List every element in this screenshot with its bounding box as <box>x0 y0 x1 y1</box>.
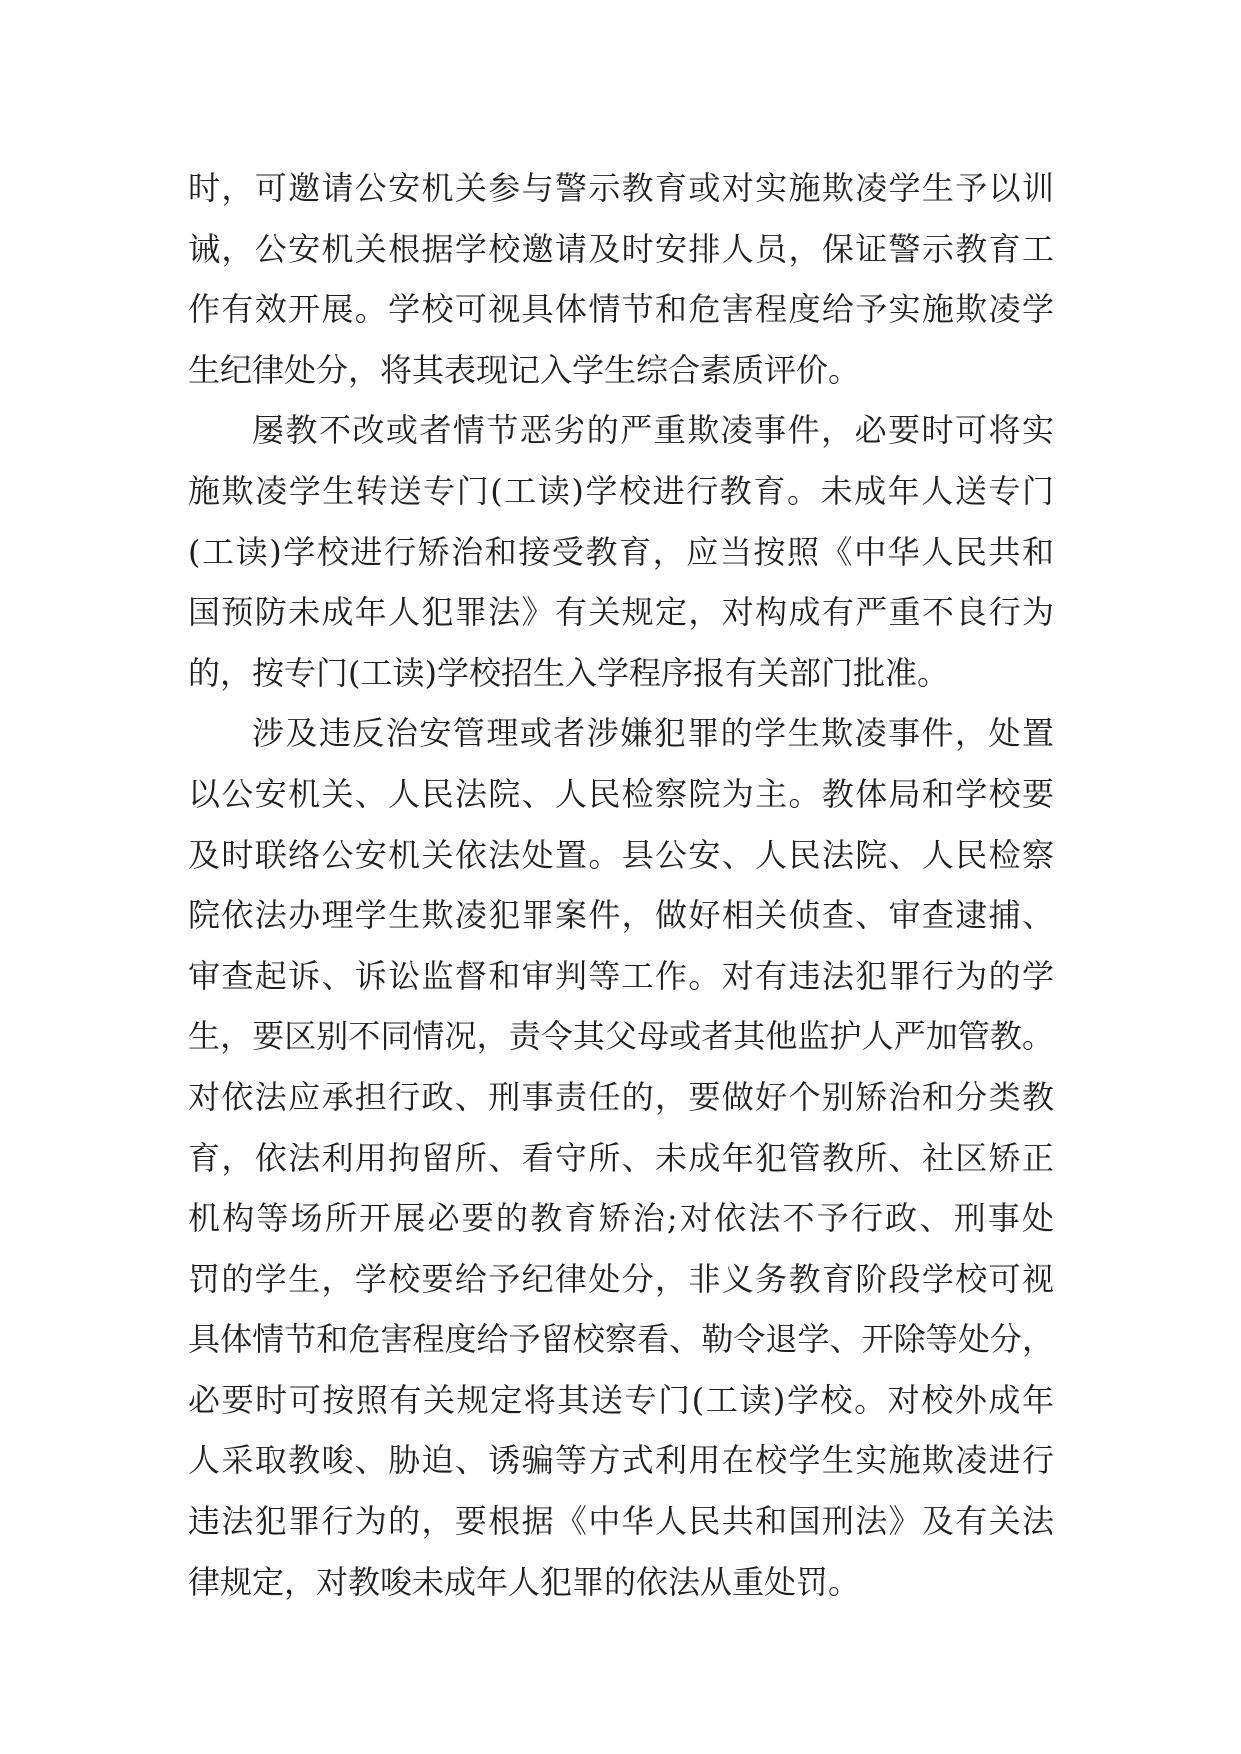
text-line: 违法犯罪行为的，要根据《中华人民共和国刑法》及有关法 <box>188 1502 1054 1541</box>
text-line: 及时联络公安机关依法处置。县公安、人民法院、人民检察 <box>188 835 1054 874</box>
text-line: 院依法办理学生欺凌犯罪案件，做好相关侦查、审查逮捕、 <box>188 896 1054 935</box>
text-line: 具体情节和危害程度给予留校察看、勒令退学、开除等处分， <box>188 1320 1054 1359</box>
document-body <box>188 158 1054 1612</box>
text-line: 审查起诉、诉讼监督和审判等工作。对有违法犯罪行为的学 <box>188 956 1054 995</box>
text-line: 诫，公安机关根据学校邀请及时安排人员，保证警示教育工 <box>188 229 1054 268</box>
text-line: 必要时可按照有关规定将其送专门(工读)学校。对校外成年 <box>188 1380 1054 1419</box>
paragraph-1 <box>188 158 1054 400</box>
text-line: 育，依法利用拘留所、看守所、未成年犯管教所、社区矫正 <box>188 1138 1054 1177</box>
text-line: 机构等场所开展必要的教育矫治;对依法不予行政、刑事处 <box>188 1199 1054 1238</box>
text-line: 施欺凌学生转送专门(工读)学校进行教育。未成年人送专门 <box>188 471 1054 510</box>
text-line: 生，要区别不同情况，责令其父母或者其他监护人严加管教。 <box>188 1017 1054 1056</box>
text-line: 对依法应承担行政、刑事责任的，要做好个别矫治和分类教 <box>188 1077 1054 1116</box>
text-line: 屡教不改或者情节恶劣的严重欺凌事件，必要时可将实 <box>252 411 1054 450</box>
paragraph-3 <box>188 703 1054 1612</box>
text-line: 生纪律处分，将其表现记入学生综合素质评价。 <box>188 350 861 389</box>
text-line: 涉及违反治安管理或者涉嫌犯罪的学生欺凌事件，处置 <box>252 714 1054 753</box>
text-line: 罚的学生，学校要给予纪律处分，非义务教育阶段学校可视 <box>188 1259 1054 1298</box>
text-line: (工读)学校进行矫治和接受教育，应当按照《中华人民共和 <box>188 532 1054 571</box>
text-line: 作有效开展。学校可视具体情节和危害程度给予实施欺凌学 <box>188 290 1054 329</box>
text-line: 国预防未成年人犯罪法》有关规定，对构成有严重不良行为 <box>188 593 1054 632</box>
text-line: 时，可邀请公安机关参与警示教育或对实施欺凌学生予以训 <box>188 169 1054 207</box>
text-line: 以公安机关、人民法院、人民检察院为主。教体局和学校要 <box>188 774 1054 813</box>
paragraph-2 <box>188 400 1054 703</box>
text-line: 的，按专门(工读)学校招生入学程序报有关部门批准。 <box>188 653 949 692</box>
text-line: 人采取教唆、胁迫、诱骗等方式利用在校学生实施欺凌进行 <box>188 1441 1054 1480</box>
text-line: 律规定，对教唆未成年人犯罪的依法从重处罚。 <box>188 1562 861 1601</box>
